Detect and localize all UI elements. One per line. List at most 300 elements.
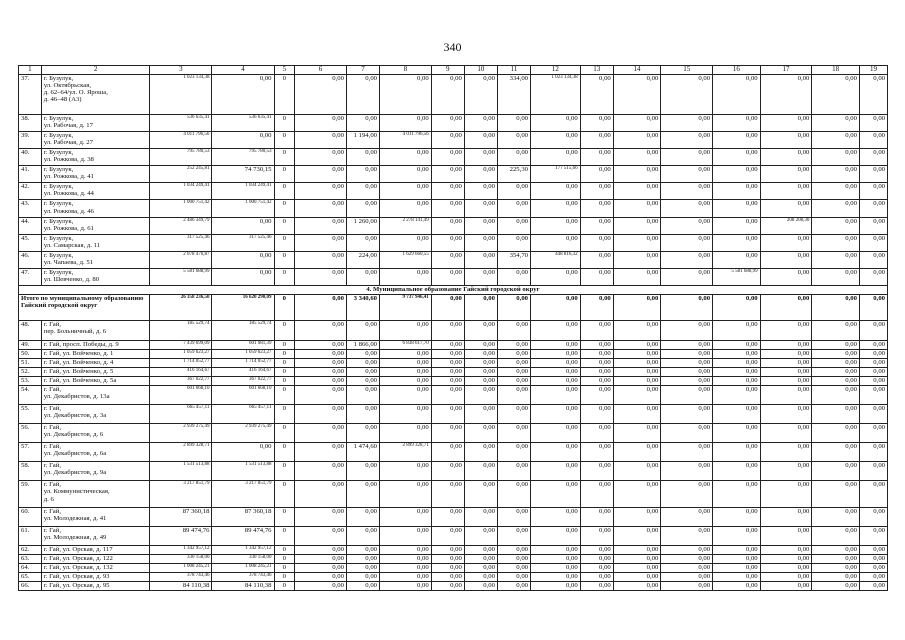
value-cell: 0,00: [295, 462, 347, 481]
value-cell: 665 457,11: [212, 405, 274, 424]
value-cell: 0: [274, 424, 295, 443]
value-cell: 0,00: [431, 581, 464, 590]
value-cell: 0,00: [464, 75, 497, 115]
row-number: 37.: [19, 75, 42, 115]
value-cell: 177 515,66: [531, 166, 581, 183]
value-cell: 0,00: [580, 424, 613, 443]
value-cell: 0,00: [812, 359, 860, 368]
value-cell: 0,00: [295, 554, 347, 563]
value-cell: 0,00: [346, 481, 379, 507]
table-row: [19, 251, 888, 268]
value-cell: 0,00: [812, 386, 860, 405]
value-cell: 0,00: [580, 217, 613, 234]
value-cell: 0,00: [812, 405, 860, 424]
value-cell: 0,00: [497, 234, 530, 251]
value-cell: 0,00: [464, 462, 497, 481]
table-row: [19, 200, 888, 217]
value-cell: 0,00: [661, 581, 713, 590]
value-cell: 0,00: [380, 268, 432, 285]
value-cell: 0,00: [859, 217, 887, 234]
value-cell: 0: [274, 359, 295, 368]
value-cell: 0: [274, 350, 295, 359]
value-cell: 0,00: [812, 554, 860, 563]
value-cell: 7 439 699,09: [150, 340, 212, 349]
value-cell: 0,00: [580, 183, 613, 200]
value-cell: 2 486 349,79: [150, 217, 212, 234]
row-number: 47.: [19, 268, 42, 285]
row-number: 55.: [19, 405, 42, 424]
value-cell: 0,00: [661, 526, 713, 545]
address-cell: г. Гай, ул. Орская, д. 122: [41, 554, 150, 563]
value-cell: 0,00: [295, 183, 347, 200]
value-cell: 0,00: [812, 234, 860, 251]
value-cell: 0,00: [713, 251, 761, 268]
value-cell: 224,00: [346, 251, 379, 268]
value-cell: 0,00: [380, 115, 432, 132]
value-cell: 0,00: [531, 424, 581, 443]
address-cell: г. Гай, ул. Коммунистическая, д. 6: [41, 481, 150, 507]
value-cell: 0,00: [760, 424, 812, 443]
value-cell: 0,00: [464, 424, 497, 443]
address-cell: г. Бузулук, ул. Рабочая, д. 27: [41, 132, 150, 149]
value-cell: 0: [274, 386, 295, 405]
value-cell: 0,00: [464, 115, 497, 132]
value-cell: 0: [274, 340, 295, 349]
value-cell: 0,00: [661, 166, 713, 183]
value-cell: 317 525,46: [212, 234, 274, 251]
table-row: [19, 149, 888, 166]
value-cell: 0,00: [713, 572, 761, 581]
value-cell: 0,00: [531, 443, 581, 462]
value-cell: 0,00: [859, 132, 887, 149]
value-cell: 0,00: [613, 132, 661, 149]
value-cell: 0,00: [295, 149, 347, 166]
address-cell: г. Гай, ул. Войченко, д. 5а: [41, 377, 150, 386]
value-cell: 0,00: [380, 563, 432, 572]
address-cell: г. Гай, ул. Орская, д. 132: [41, 563, 150, 572]
value-cell: 0,00: [295, 115, 347, 132]
value-cell: 0,00: [661, 462, 713, 481]
value-cell: 0,00: [346, 554, 379, 563]
value-cell: 0,00: [431, 481, 464, 507]
value-cell: 0,00: [661, 481, 713, 507]
value-cell: 0,00: [661, 268, 713, 285]
value-cell: 0: [274, 268, 295, 285]
value-cell: 185 529,74: [212, 320, 274, 340]
value-cell: 0,00: [661, 340, 713, 349]
column-header: 10: [464, 66, 497, 75]
value-cell: 0,00: [431, 545, 464, 554]
value-cell: 0,00: [760, 554, 812, 563]
value-cell: 1 260,00: [346, 217, 379, 234]
value-cell: 0,00: [713, 340, 761, 349]
value-cell: 0,00: [295, 132, 347, 149]
value-cell: 0,00: [497, 183, 530, 200]
value-cell: 0,00: [346, 183, 379, 200]
value-cell: 0,00: [464, 526, 497, 545]
value-cell: 0,00: [713, 424, 761, 443]
value-cell: 0: [274, 572, 295, 581]
value-cell: 0,00: [713, 481, 761, 507]
value-cell: 4 011 796,56: [380, 132, 432, 149]
value-cell: 0: [274, 200, 295, 217]
address-cell: г. Гай, ул. Орская, д. 117: [41, 545, 150, 554]
value-cell: 0,00: [497, 443, 530, 462]
address-cell: г. Гай, просп. Победы, д. 9: [41, 340, 150, 349]
value-cell: 0: [274, 462, 295, 481]
row-number: 38.: [19, 115, 42, 132]
row-number: 61.: [19, 526, 42, 545]
value-cell: 0,00: [859, 581, 887, 590]
value-cell: 0,00: [464, 507, 497, 526]
value-cell: 0,00: [295, 368, 347, 377]
value-cell: 0,00: [713, 507, 761, 526]
value-cell: 317 525,46: [150, 234, 212, 251]
value-cell: 0,00: [812, 132, 860, 149]
value-cell: 0,00: [431, 377, 464, 386]
value-cell: 0,00: [760, 340, 812, 349]
value-cell: 0,00: [531, 200, 581, 217]
value-cell: 0,00: [812, 572, 860, 581]
table-row: [19, 75, 888, 115]
column-header: 13: [580, 66, 613, 75]
value-cell: 0: [274, 234, 295, 251]
value-cell: 84 110,38: [212, 581, 274, 590]
value-cell: 0,00: [497, 581, 530, 590]
value-cell: 0,00: [464, 183, 497, 200]
value-cell: 0,00: [661, 183, 713, 200]
value-cell: 0,00: [613, 405, 661, 424]
value-cell: 0,00: [295, 443, 347, 462]
value-cell: 0,00: [497, 217, 530, 234]
value-cell: 0,00: [295, 217, 347, 234]
value-cell: 0,00: [531, 359, 581, 368]
value-cell: 0,00: [431, 507, 464, 526]
value-cell: 0,00: [713, 386, 761, 405]
value-cell: 0,00: [859, 166, 887, 183]
value-cell: 0,00: [580, 132, 613, 149]
table-row: [19, 359, 888, 368]
table-row: [19, 350, 888, 359]
value-cell: 0,00: [464, 443, 497, 462]
value-cell: 0: [274, 405, 295, 424]
value-cell: 0,00: [613, 481, 661, 507]
value-cell: 0,00: [859, 368, 887, 377]
value-cell: 0,00: [346, 462, 379, 481]
value-cell: 0,00: [464, 581, 497, 590]
value-cell: 0,00: [713, 183, 761, 200]
value-cell: 0,00: [464, 405, 497, 424]
value-cell: 0,00: [580, 554, 613, 563]
value-cell: 0,00: [531, 115, 581, 132]
value-cell: 1 059 623,27: [212, 350, 274, 359]
value-cell: 0,00: [760, 368, 812, 377]
value-cell: 0,00: [613, 166, 661, 183]
value-cell: 0,00: [497, 200, 530, 217]
value-cell: 0,00: [760, 462, 812, 481]
value-cell: 0,00: [713, 320, 761, 340]
value-cell: 0,00: [497, 462, 530, 481]
value-cell: 0,00: [380, 545, 432, 554]
value-cell: 0,00: [613, 368, 661, 377]
value-cell: 0,00: [464, 350, 497, 359]
value-cell: 0,00: [531, 132, 581, 149]
value-cell: 0,00: [346, 320, 379, 340]
row-number: 53.: [19, 377, 42, 386]
value-cell: 0,00: [295, 405, 347, 424]
value-cell: 0,00: [212, 443, 274, 462]
value-cell: 0,00: [859, 526, 887, 545]
table-row: [19, 115, 888, 132]
value-cell: 2 899 328,71: [380, 443, 432, 462]
value-cell: 0,00: [580, 377, 613, 386]
address-cell: г. Гай, ул. Декабристов, д. 6а: [41, 443, 150, 462]
value-cell: 0,00: [613, 320, 661, 340]
address-cell: г. Бузулук, ул. Рожкова, д. 44: [41, 183, 150, 200]
value-cell: 0,00: [859, 481, 887, 507]
value-cell: 0,00: [380, 320, 432, 340]
value-cell: 0,00: [760, 443, 812, 462]
value-cell: 1 629 660,55: [380, 251, 432, 268]
table-row: [19, 377, 888, 386]
value-cell: 0,00: [661, 507, 713, 526]
value-cell: 185 529,74: [150, 320, 212, 340]
value-cell: 0,00: [859, 75, 887, 115]
value-cell: 0,00: [464, 572, 497, 581]
table-row: [19, 320, 888, 340]
value-cell: 0,00: [531, 377, 581, 386]
value-cell: 0: [274, 377, 295, 386]
value-cell: 0,00: [346, 424, 379, 443]
value-cell: 0,00: [661, 563, 713, 572]
value-cell: 0,00: [661, 554, 713, 563]
value-cell: 0,00: [212, 217, 274, 234]
total-value: 0,00: [295, 294, 347, 320]
value-cell: 0,00: [760, 320, 812, 340]
value-cell: 0,00: [431, 443, 464, 462]
value-cell: 795 780,53: [150, 149, 212, 166]
address-cell: г. Гай, ул. Войченко, д. 5: [41, 368, 150, 377]
value-cell: 0: [274, 545, 295, 554]
value-cell: 0,00: [859, 234, 887, 251]
value-cell: 0,00: [464, 132, 497, 149]
value-cell: 0,00: [497, 424, 530, 443]
value-cell: 1 023 134,38: [531, 75, 581, 115]
value-cell: 0,00: [295, 75, 347, 115]
value-cell: 1 714 052,77: [212, 359, 274, 368]
value-cell: 0,00: [580, 166, 613, 183]
total-value: 3 340,60: [346, 294, 379, 320]
value-cell: 0,00: [760, 268, 812, 285]
value-cell: 3 217 851,79: [150, 481, 212, 507]
column-header: 1: [19, 66, 42, 75]
value-cell: 0,00: [346, 166, 379, 183]
value-cell: 0,00: [380, 481, 432, 507]
value-cell: 0,00: [580, 149, 613, 166]
address-cell: г. Бузулук, ул. Рожкова, д. 38: [41, 149, 150, 166]
value-cell: 0,00: [613, 507, 661, 526]
row-number: 43.: [19, 200, 42, 217]
table-row: [19, 462, 888, 481]
value-cell: 0,00: [531, 462, 581, 481]
value-cell: 0,00: [431, 200, 464, 217]
total-value: 0,00: [613, 294, 661, 320]
value-cell: 0,00: [295, 359, 347, 368]
table-row: [19, 481, 888, 507]
value-cell: 0,00: [531, 149, 581, 166]
value-cell: 1 000 751,42: [212, 200, 274, 217]
value-cell: 0,00: [295, 320, 347, 340]
column-header: 3: [150, 66, 212, 75]
value-cell: 0,00: [346, 581, 379, 590]
total-value: 0,00: [531, 294, 581, 320]
value-cell: 0,00: [661, 368, 713, 377]
total-value: 16 620 290,09: [212, 294, 274, 320]
value-cell: 0,00: [859, 359, 887, 368]
value-cell: 0,00: [295, 200, 347, 217]
value-cell: 1 008 245,21: [212, 563, 274, 572]
value-cell: 0,00: [346, 572, 379, 581]
value-cell: 0,00: [580, 572, 613, 581]
value-cell: 0,00: [580, 507, 613, 526]
table-row: [19, 340, 888, 349]
value-cell: 0,00: [859, 405, 887, 424]
value-cell: 0,00: [613, 572, 661, 581]
row-number: 57.: [19, 443, 42, 462]
value-cell: 0,00: [859, 200, 887, 217]
value-cell: 0,00: [713, 377, 761, 386]
row-number: 48.: [19, 320, 42, 340]
value-cell: 0,00: [713, 217, 761, 234]
value-cell: 0,00: [661, 377, 713, 386]
column-header: 8: [380, 66, 432, 75]
value-cell: 0,00: [531, 581, 581, 590]
value-cell: 0,00: [713, 581, 761, 590]
value-cell: 0,00: [812, 443, 860, 462]
value-cell: 0: [274, 115, 295, 132]
table-row: [19, 563, 888, 572]
total-value: 0,00: [859, 294, 887, 320]
total-value: 0,00: [661, 294, 713, 320]
value-cell: 0: [274, 554, 295, 563]
row-number: 63.: [19, 554, 42, 563]
table-row: [19, 132, 888, 149]
value-cell: 0,00: [661, 132, 713, 149]
value-cell: 0,00: [295, 545, 347, 554]
value-cell: 0,00: [380, 424, 432, 443]
value-cell: 0,00: [859, 462, 887, 481]
value-cell: 0,00: [531, 350, 581, 359]
value-cell: 0,00: [431, 268, 464, 285]
value-cell: 0,00: [812, 251, 860, 268]
value-cell: 0,00: [531, 268, 581, 285]
value-cell: 0,00: [580, 545, 613, 554]
value-cell: 0,00: [859, 563, 887, 572]
value-cell: 0,00: [295, 251, 347, 268]
total-value: 0,00: [464, 294, 497, 320]
value-cell: 0,00: [431, 251, 464, 268]
value-cell: 0,00: [212, 132, 274, 149]
value-cell: 0,00: [661, 75, 713, 115]
address-cell: г. Гай, ул. Орская, д. 95: [41, 581, 150, 590]
address-cell: г. Гай, ул. Молодежная, д. 49: [41, 526, 150, 545]
column-header: 17: [760, 66, 812, 75]
value-cell: 0,00: [464, 359, 497, 368]
value-cell: 0,00: [497, 268, 530, 285]
value-cell: 0,00: [580, 443, 613, 462]
value-cell: 0,00: [859, 149, 887, 166]
value-cell: 0,00: [580, 115, 613, 132]
value-cell: 0: [274, 183, 295, 200]
value-cell: 5 581 688,99: [713, 268, 761, 285]
value-cell: 0,00: [464, 268, 497, 285]
value-cell: 0,00: [661, 320, 713, 340]
value-cell: 416 164,67: [150, 368, 212, 377]
value-cell: 0,00: [431, 554, 464, 563]
value-cell: 330 158,00: [150, 554, 212, 563]
value-cell: 0,00: [760, 386, 812, 405]
value-cell: 330 158,00: [212, 554, 274, 563]
value-cell: 0,00: [812, 526, 860, 545]
value-cell: 0,00: [613, 377, 661, 386]
value-cell: 1 531 513,88: [212, 462, 274, 481]
row-number: 45.: [19, 234, 42, 251]
value-cell: 0,00: [346, 507, 379, 526]
value-cell: 0,00: [580, 251, 613, 268]
value-cell: 1 194,00: [346, 132, 379, 149]
column-header: 2: [41, 66, 150, 75]
value-cell: 2 939 275,49: [150, 424, 212, 443]
value-cell: 0,00: [812, 368, 860, 377]
value-cell: 367 022,77: [212, 377, 274, 386]
value-cell: 1 034 249,41: [212, 183, 274, 200]
column-header: 19: [859, 66, 887, 75]
table-row: [19, 183, 888, 200]
value-cell: 0: [274, 563, 295, 572]
address-cell: г. Бузулук, ул. Рожкова, д. 61: [41, 217, 150, 234]
value-cell: 0,00: [346, 545, 379, 554]
value-cell: 0,00: [859, 545, 887, 554]
value-cell: 0,00: [713, 132, 761, 149]
value-cell: 0,00: [760, 563, 812, 572]
value-cell: 0,00: [380, 554, 432, 563]
value-cell: 0,00: [497, 481, 530, 507]
value-cell: 0,00: [613, 251, 661, 268]
value-cell: 0,00: [760, 251, 812, 268]
value-cell: 0,00: [760, 183, 812, 200]
value-cell: 0,00: [661, 234, 713, 251]
value-cell: 0,00: [661, 359, 713, 368]
total-value: 0: [274, 294, 295, 320]
value-cell: 0: [274, 251, 295, 268]
value-cell: 0,00: [812, 377, 860, 386]
value-cell: 0,00: [613, 340, 661, 349]
value-cell: 0,00: [295, 377, 347, 386]
column-header: 12: [531, 66, 581, 75]
value-cell: 0,00: [497, 132, 530, 149]
total-value: 0,00: [497, 294, 530, 320]
value-cell: 0,00: [295, 268, 347, 285]
value-cell: 0,00: [760, 481, 812, 507]
value-cell: 601 668,10: [212, 386, 274, 405]
value-cell: 416 164,67: [212, 368, 274, 377]
table-row: [19, 507, 888, 526]
value-cell: 0,00: [580, 234, 613, 251]
row-number: 39.: [19, 132, 42, 149]
value-cell: 0,00: [859, 268, 887, 285]
value-cell: 0,00: [760, 149, 812, 166]
value-cell: 0,00: [812, 268, 860, 285]
